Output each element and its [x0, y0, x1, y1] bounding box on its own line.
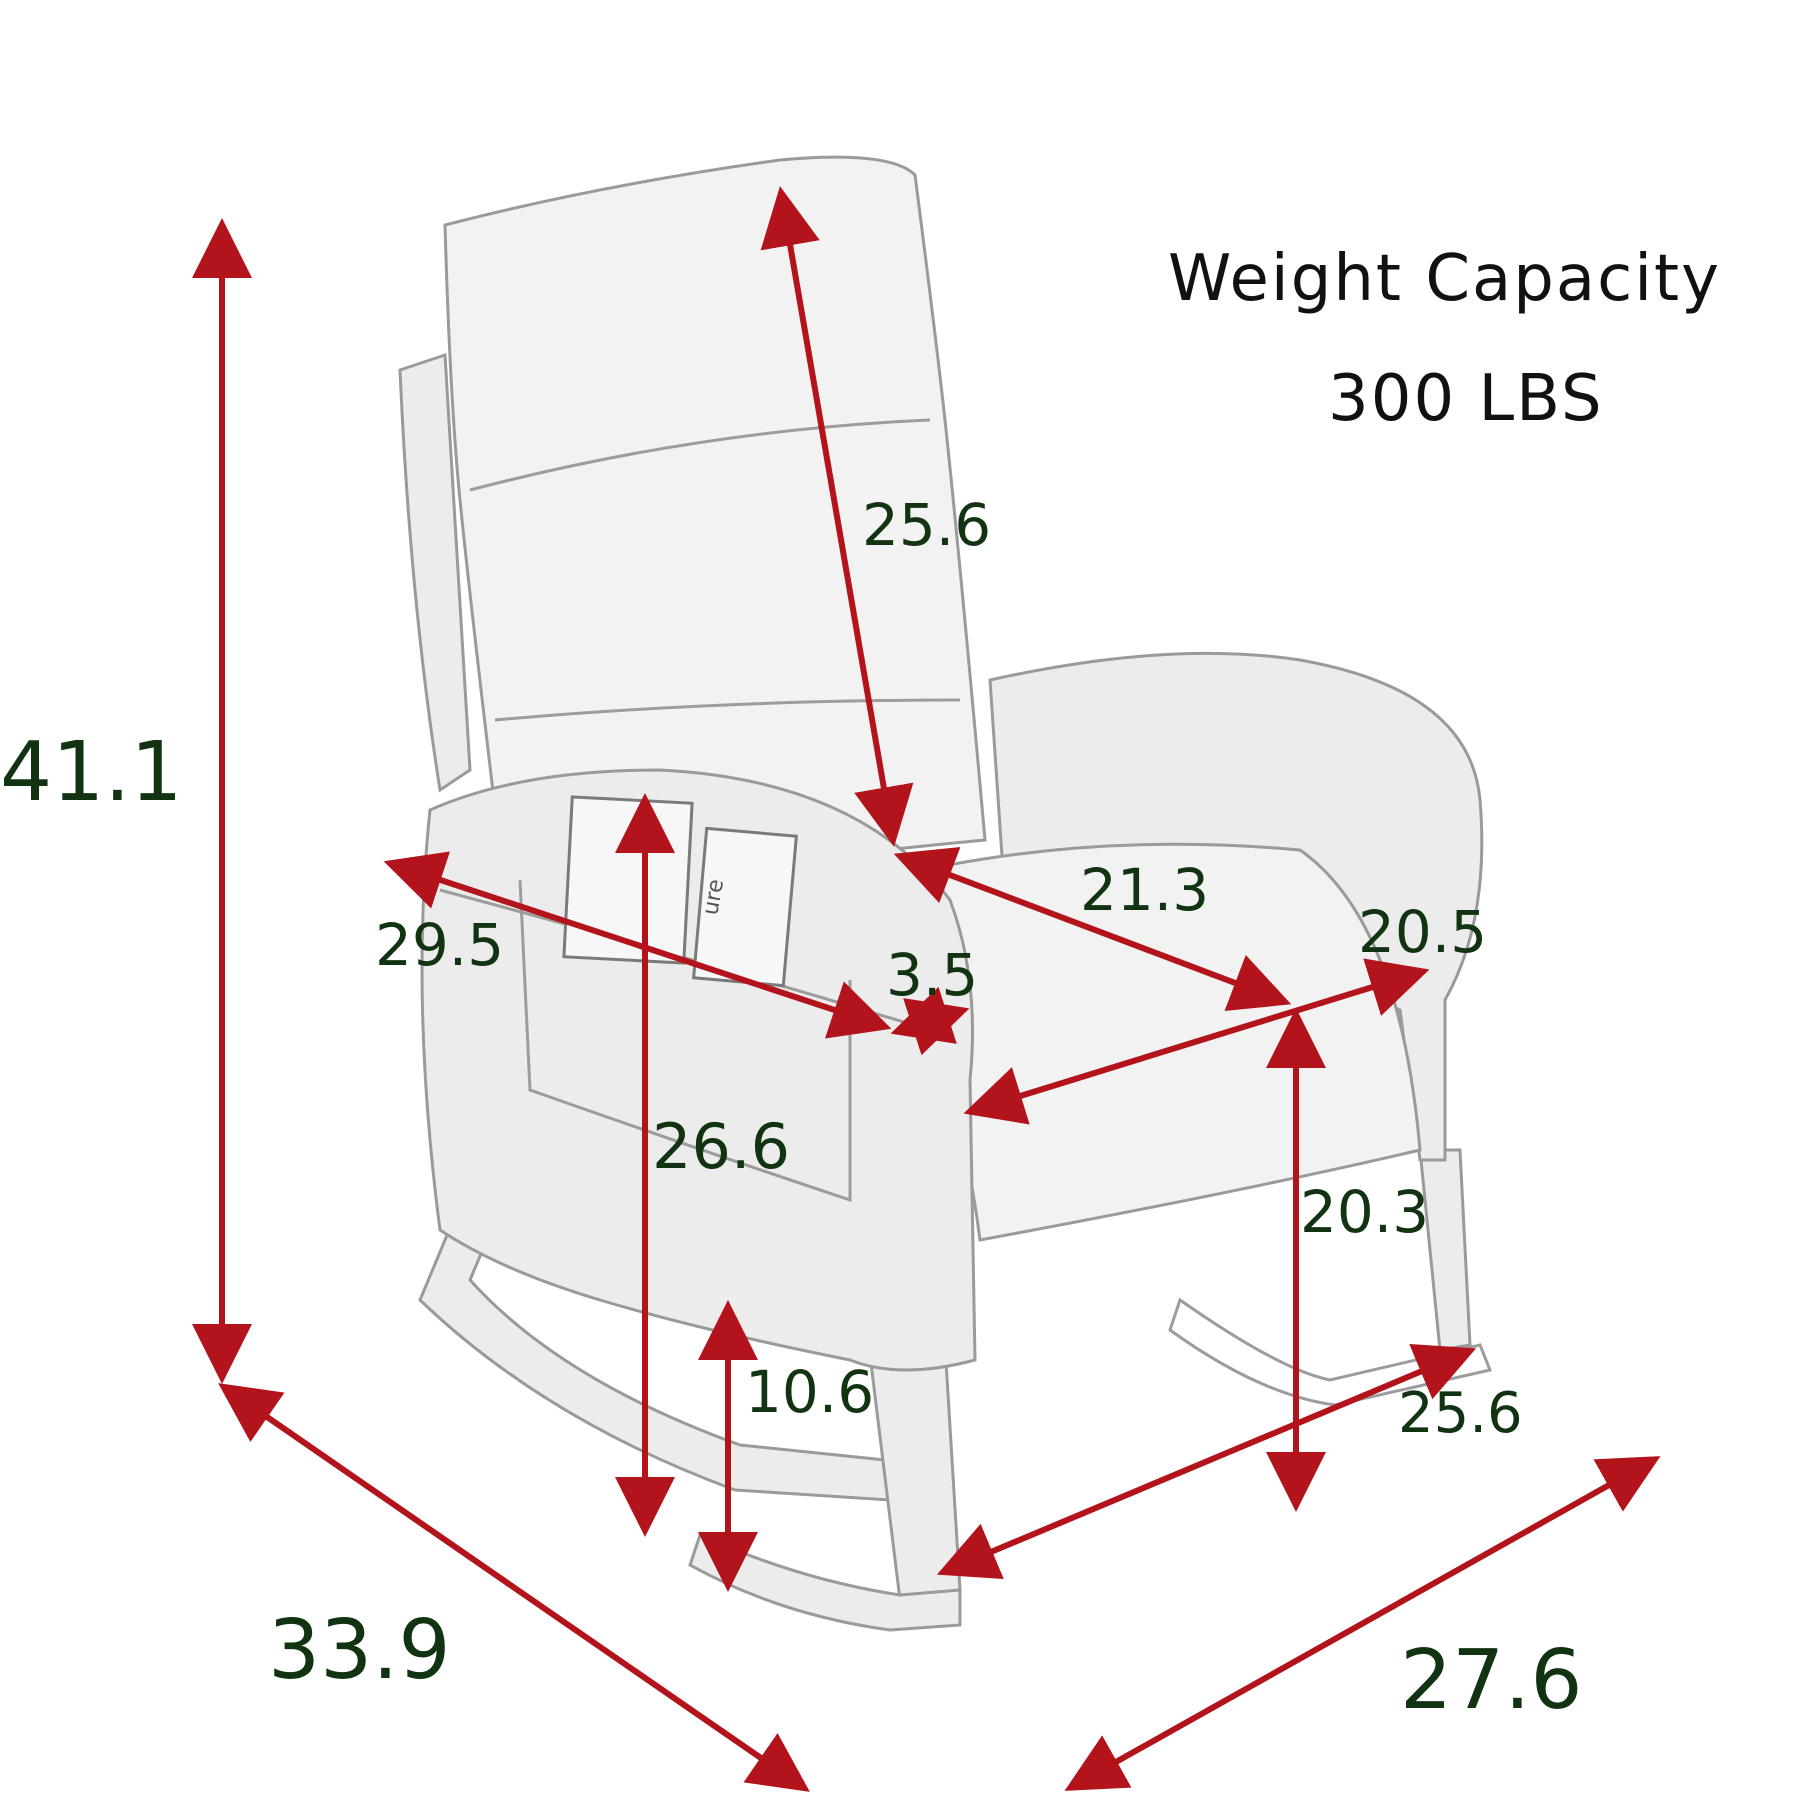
label-backrest-height: 25.6 — [862, 491, 992, 559]
label-overall-height: 41.1 — [0, 725, 183, 820]
label-armrest-height: 26.6 — [652, 1110, 791, 1183]
weight-capacity-line1: Weight Capacity — [1168, 242, 1721, 316]
front-leg-left — [870, 1345, 960, 1600]
label-armrest-length: 29.5 — [375, 911, 505, 979]
overall-width-arrow — [1075, 1462, 1650, 1785]
label-overall-width: 27.6 — [1400, 1633, 1583, 1728]
label-overall-depth: 33.9 — [268, 1603, 451, 1698]
armrest-left — [422, 770, 975, 1370]
book-2-cover: ure — [698, 877, 730, 918]
weight-capacity-line2: 300 LBS — [1328, 362, 1604, 436]
base-width-arrow — [948, 1353, 1465, 1570]
label-armrest-width: 3.5 — [886, 941, 979, 1009]
label-seat-height: 20.3 — [1300, 1178, 1430, 1246]
label-rocker-height: 10.6 — [745, 1358, 875, 1426]
label-base-width: 25.6 — [1398, 1381, 1523, 1446]
label-seat-depth: 21.3 — [1080, 856, 1210, 924]
label-seat-width: 20.5 — [1358, 898, 1488, 966]
weight-capacity-caption — [1168, 242, 1721, 436]
book-1 — [564, 797, 692, 963]
